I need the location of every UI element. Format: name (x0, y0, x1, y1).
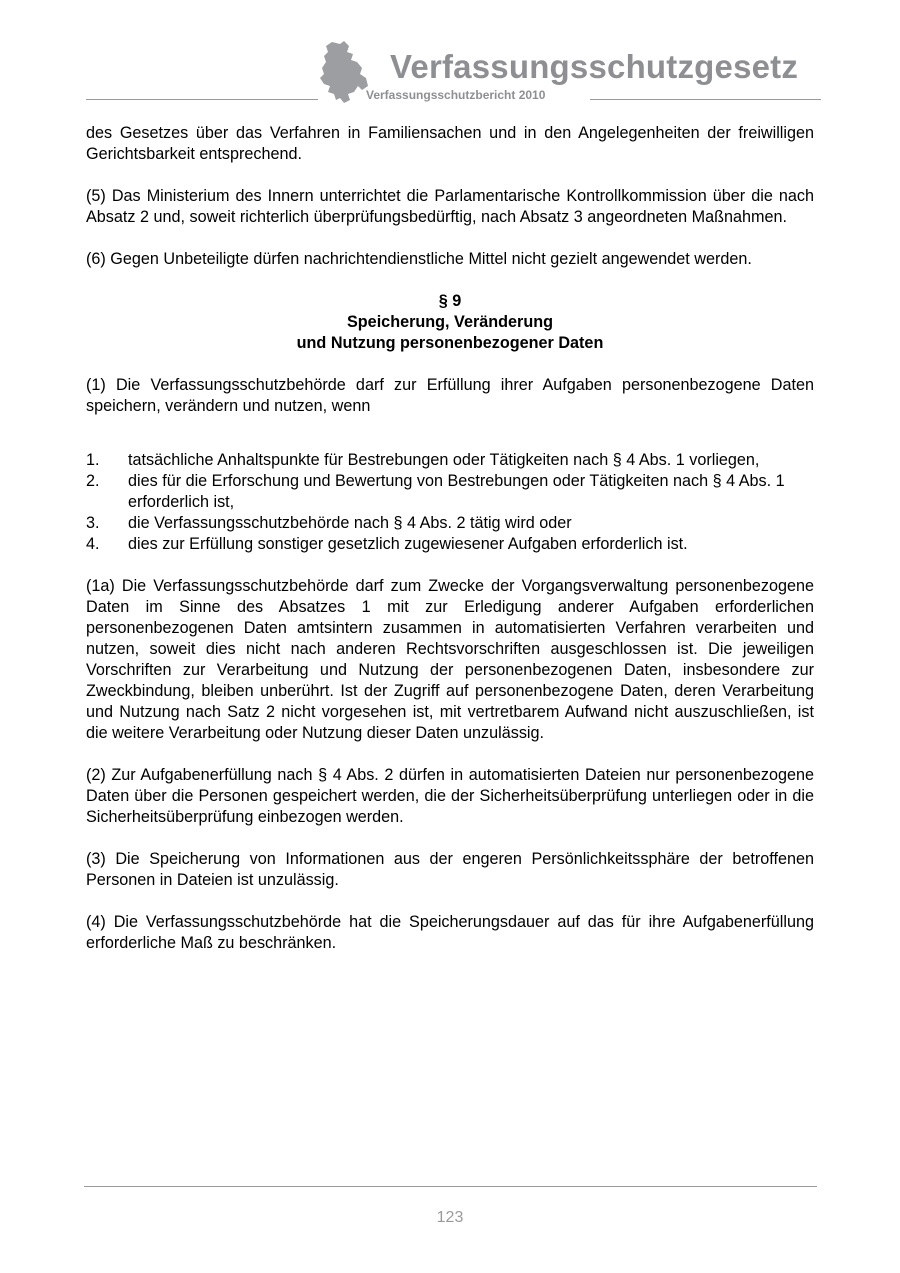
list-item (86, 513, 814, 534)
paragraph-3: (3) Die Speicherung von Informationen aus der engeren Persönlichkeitssphäre der betroffenen Personen in Dateien ist unzulässig. (86, 850, 814, 889)
spacer (86, 438, 814, 450)
list-item-number: 1. (86, 451, 100, 469)
paragraph-5: (5) Das Ministerium des Innern unterrichtet die Parlamentarische Kontrollkommission über die nach Absatz 2 und, soweit richterlich überprüfungsbedürftig, nach Absatz 3 angeordneten Maßnahmen. (86, 187, 814, 226)
section-title-line-1: Speicherung, Veränderung (347, 313, 553, 331)
header-title: Verfassungsschutzgesetz (390, 48, 799, 85)
page-header (0, 0, 900, 110)
header-rule-left (86, 99, 318, 100)
document-body (86, 123, 814, 975)
list-item-number: 2. (86, 472, 100, 490)
conditions-list (86, 450, 814, 555)
header-subtitle: Verfassungsschutzbericht 2010 (366, 88, 546, 102)
saxony-anhalt-map-icon (318, 40, 370, 104)
list-item (86, 450, 814, 471)
section-title-line-2: und Nutzung personenbezogener Daten (296, 334, 604, 352)
list-item-text: dies zur Erfüllung sonstiger gesetzlich zugewiesener Aufgaben erforderlich ist. (128, 535, 688, 553)
list-item-number: 3. (86, 514, 100, 532)
header-rule-right (590, 99, 821, 100)
paragraph-1: (1) Die Verfassungsschutzbehörde darf zur Erfüllung ihrer Aufgaben personenbezogene Daten speichern, verändern und nutzen, wenn (86, 376, 814, 415)
paragraph-6: (6) Gegen Unbeteiligte dürfen nachrichtendienstliche Mittel nicht gezielt angewendet werden. (86, 250, 752, 268)
section-number: § 9 (438, 292, 462, 310)
list-item-text: dies für die Erforschung und Bewertung von Bestrebungen oder Tätigkeiten nach § 4 Abs. 1 erforderlich ist, (128, 472, 785, 511)
section-heading (86, 291, 814, 354)
page-number: 123 (436, 1209, 464, 1226)
list-item (86, 534, 814, 555)
paragraph-4: (4) Die Verfassungsschutzbehörde hat die Speicherungsdauer auf das für ihre Aufgabenerfüllung erforderliche Maß zu beschränken. (86, 913, 814, 952)
list-item-text: tatsächliche Anhaltspunkte für Bestrebungen oder Tätigkeiten nach § 4 Abs. 1 vorliegen, (128, 451, 760, 469)
list-item-number: 4. (86, 535, 100, 553)
paragraph-1a: (1a) Die Verfassungsschutzbehörde darf zum Zwecke der Vorgangsverwaltung personenbezogene Daten im Sinne des Absatzes 1 mit zur Erledigung anderer Aufgaben erforderlichen personenbezogenen Daten amtsintern zusammen in automatisierten Verfahren verarbeiten und nutzen, soweit dies nicht nach anderen Rechtsvorschriften ausgeschlossen ist. Die jeweiligen Vorschriften zur Verarbeitung und Nutzung der personenbezogenen Daten, insbesondere zur Zweckbindung, bleiben unberührt. Ist der Zugriff auf personenbezogene Daten, deren Verarbeitung und Nutzung nach Satz 2 nicht vorgesehen ist, mit vertretbarem Aufwand nicht auszuschließen, ist die weitere Verarbeitung oder Nutzung dieser Daten unzulässig. (86, 577, 814, 742)
paragraph-2: (2) Zur Aufgabenerfüllung nach § 4 Abs. 2 dürfen in automatisierten Dateien nur personenbezogene Daten über die Personen gespeichert werden, die der Sicherheitsüberprüfung unterliegen oder in die Sicherheitsüberprüfung einbezogen werden. (86, 766, 814, 826)
list-item-text: die Verfassungsschutzbehörde nach § 4 Abs. 2 tätig wird oder (128, 514, 572, 532)
footer-rule (84, 1186, 817, 1187)
list-item (86, 471, 814, 513)
paragraph-continuation: des Gesetzes über das Verfahren in Familiensachen und in den Angelegenheiten der freiwilligen Gerichtsbarkeit entsprechend. (86, 124, 814, 163)
